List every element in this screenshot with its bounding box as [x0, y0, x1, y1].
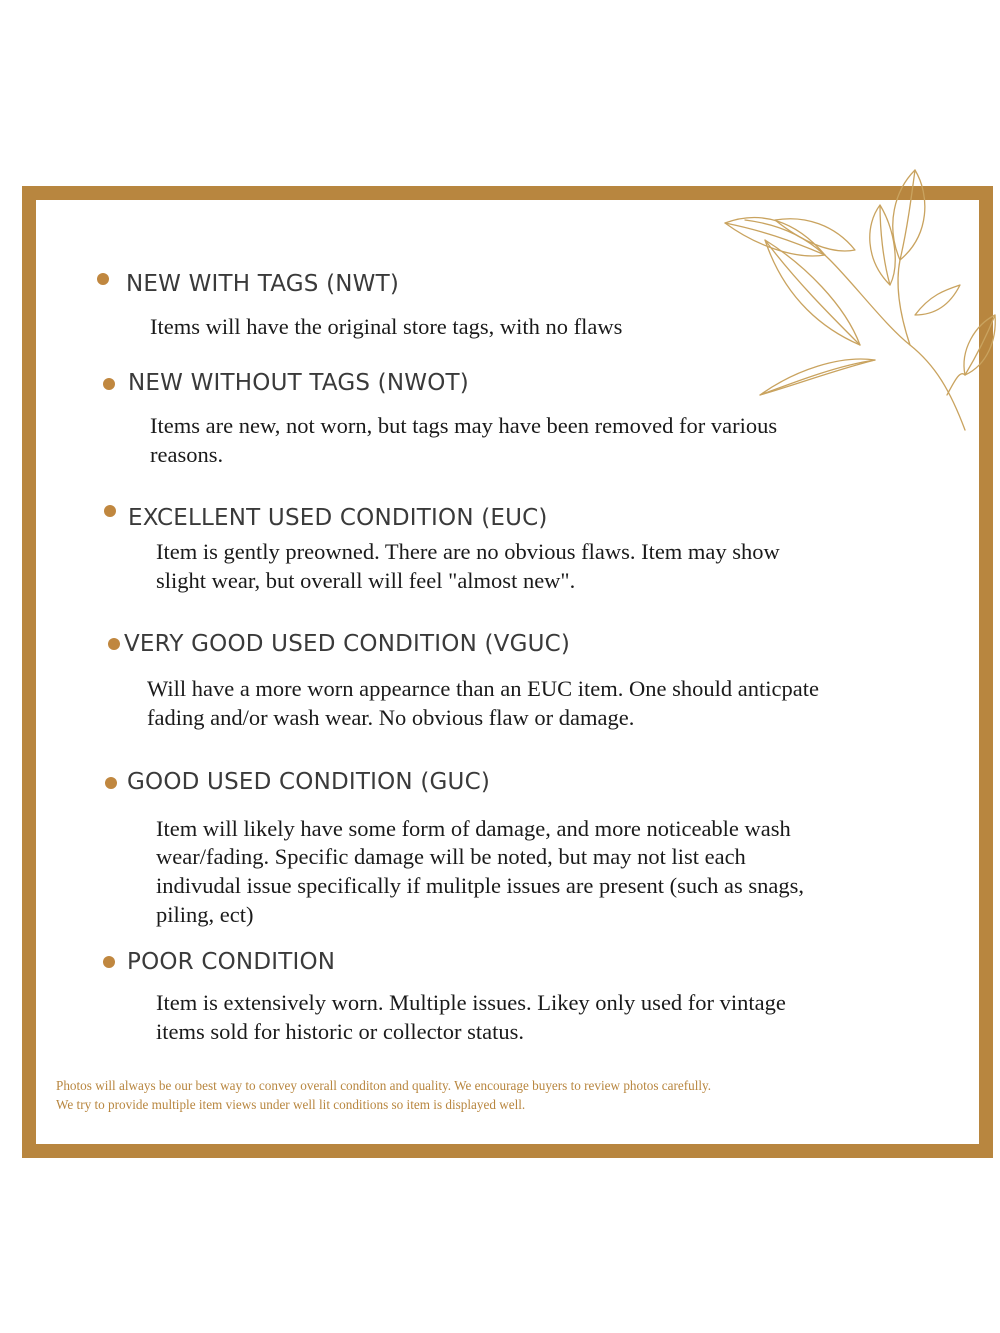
bullet-dot-icon: [97, 273, 109, 285]
bullet-dot-icon: [104, 505, 116, 517]
footer-line: We try to provide multiple item views under well lit conditions so item is displayed well.: [56, 1097, 526, 1112]
condition-description-line: Item is gently preowned. There are no obvious flaws. Item may show: [156, 539, 780, 564]
condition-description-line: piling, ect): [156, 902, 254, 927]
bullet-dot-icon: [103, 956, 115, 968]
condition-description-line: Items will have the original store tags, with no flaws: [150, 314, 623, 339]
condition-description-line: items sold for historic or collector status.: [156, 1019, 525, 1044]
bullet-dot-icon: [103, 378, 115, 390]
condition-description-line: Items are new, not worn, but tags may have been removed for various: [150, 413, 778, 438]
condition-description-line: reasons.: [150, 442, 224, 467]
condition-description-line: Item will likely have some form of damage, and more noticeable wash: [156, 816, 791, 841]
condition-heading-guc: GOOD USED CONDITION (GUC): [127, 769, 491, 795]
condition-description-line: Item is extensively worn. Multiple issues. Likey only used for vintage: [156, 990, 786, 1015]
condition-description-line: Will have a more worn appearnce than an EUC item. One should anticpate: [147, 676, 819, 701]
condition-heading-euc: EXCELLENT USED CONDITION (EUC): [128, 505, 548, 531]
bullet-dot-icon: [105, 777, 117, 789]
condition-heading-vguc: VERY GOOD USED CONDITION (VGUC): [124, 631, 571, 657]
footer-note: [56, 1076, 711, 1114]
condition-description-line: slight wear, but overall will feel "almost new".: [156, 568, 576, 593]
condition-heading-poor: POOR CONDITION: [127, 949, 336, 975]
footer-line: Photos will always be our best way to convey overall conditon and quality. We encourage buyers to review photos carefully.: [56, 1078, 712, 1093]
condition-description-line: wear/fading. Specific damage will be noted, but may not list each: [156, 844, 746, 869]
condition-description-line: fading and/or wash wear. No obvious flaw or damage.: [147, 705, 635, 730]
bullet-dot-icon: [108, 638, 120, 650]
condition-description-line: indivudal issue specifically if mulitple issues are present (such as snags,: [156, 873, 804, 898]
condition-heading-nwt: NEW WITH TAGS (NWT): [126, 271, 400, 297]
leaf-branch-icon: [715, 165, 1000, 435]
condition-heading-nwot: NEW WITHOUT TAGS (NWOT): [128, 370, 469, 396]
